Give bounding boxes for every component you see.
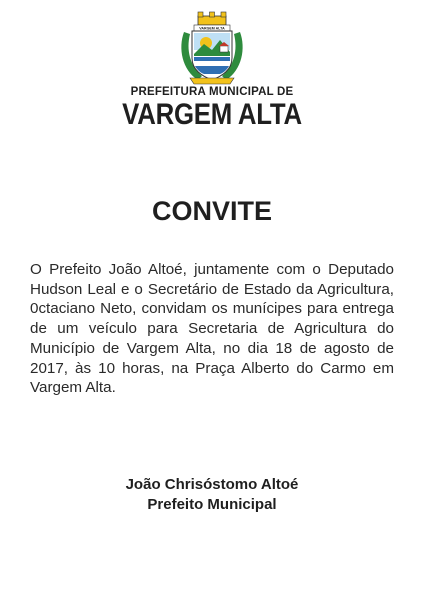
signatory-name: João Chrisóstomo Altoé bbox=[125, 476, 299, 493]
invitation-body: O Prefeito João Altoé, juntamente com o Deputado Hudson Leal e o Secretário de Estado da Agricultura, 0ctaciano Neto, convidam os munícipes para entrega de um veículo para Secretaria de Agricultura do Município de Vargem Alta, no dia 18 de agosto de 2017, às 10 horas, na Praça Alberto do Carmo em Vargem Alta. bbox=[30, 261, 394, 397]
org-name-city: VARGEM ALTA bbox=[122, 98, 302, 131]
org-name-prefix: PREFEITURA MUNICIPAL DE bbox=[130, 86, 294, 98]
crest-scroll-text: VARGEM ALTA bbox=[199, 26, 225, 31]
document-title: CONVITE bbox=[151, 196, 272, 226]
signatory-role: Prefeito Municipal bbox=[147, 496, 277, 513]
coat-of-arms-icon bbox=[176, 10, 248, 90]
